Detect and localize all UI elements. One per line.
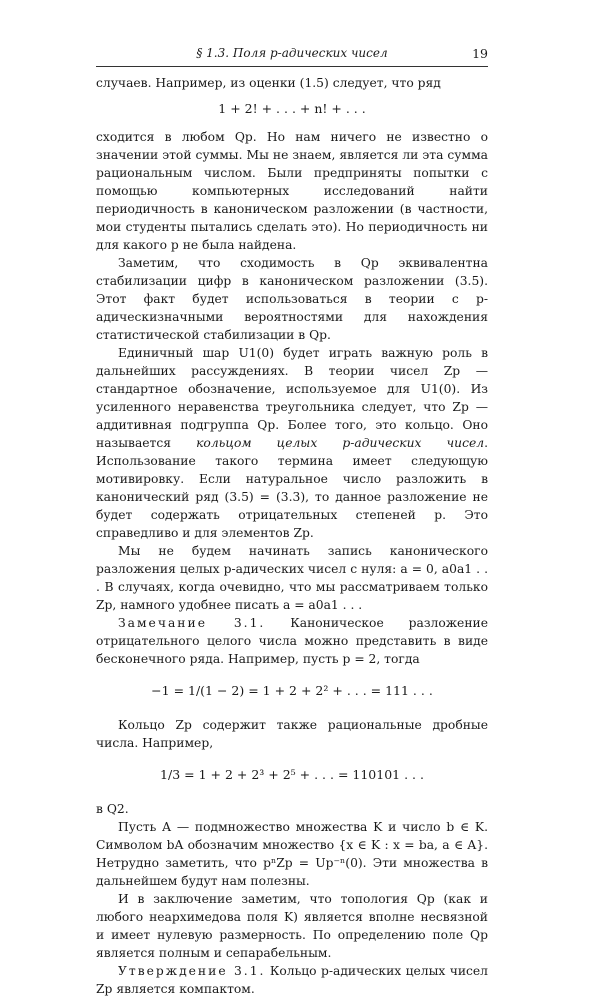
- running-header: [96, 44, 488, 67]
- text-span: Каноническое разложение отрицательного целого числа можно представить в виде бесконечного ряда. Например, пусть p = 2, тогда: [96, 616, 488, 666]
- text-span: Единичный шар U1(0) будет играть важную роль в дальнейших рассуждениях. В теории чисел Zp — стандартное обозначение, используемое для U1(0). Из усиленного неравенства треугольника следует, что Zp — аддитивная подгруппа Qp. Более того, это кольцо. Оно называется: [96, 346, 488, 450]
- page-number: 19: [472, 46, 488, 61]
- paragraph: Мы не будем начинать запись канонического разложения целых p-адических чисел с нуля: a = 0, a0a1 . . . В случаях, когда очевидно, что мы рассматриваем только Zp, намного удобнее писать a = a0a1 . . .: [96, 544, 488, 612]
- formula-one-third: 1/3 = 1 + 2 + 2³ + 2⁵ + . . . = 110101 . . .: [160, 767, 424, 782]
- paragraph: Заметим, что сходимость в Qp эквивалентна стабилизации цифр в каноническом разложении (3.5). Этот факт будет использоваться в теории с p-адическизначными вероятностями для нахождения статистической стабилизации в Qp.: [96, 256, 488, 342]
- text-span: Кольцо p-адических целых чисел Zp является компактом.: [96, 964, 488, 996]
- paragraph: И в заключение заметим, что топология Qp (как и любого неархимедова поля K) является вполне несвязной и имеет нулевую размерность. По определению поле Qp является полным и сепарабельным.: [96, 892, 488, 960]
- formula-factorial-series: 1 + 2! + . . . + n! + . . .: [218, 101, 366, 116]
- paragraph-ring-definition: [96, 344, 488, 542]
- remark-label: Замечание 3.1.: [118, 616, 266, 630]
- formula-minus-one: −1 = 1/(1 − 2) = 1 + 2 + 2² + . . . = 111 . . .: [151, 683, 433, 698]
- paragraph: в Q2.: [96, 802, 129, 816]
- header-title: § 1.3. Поля p-адических чисел: [196, 46, 388, 60]
- statement-label: Утверждение 3.1.: [118, 964, 266, 978]
- text-body: [96, 74, 488, 998]
- text-span: . Использование такого термина имеет следующую мотивировку. Если натуральное число разложить в канонический ряд (3.5) = (3.3), то данное разложение не будет содержать отрицательных степеней p. Это справедливо и для элементов Zp.: [96, 436, 488, 540]
- paragraph: Кольцо Zp содержит также рациональные дробные числа. Например,: [96, 718, 488, 750]
- statement-3-1: [96, 962, 488, 998]
- paragraph: Пусть A — подмножество множества K и число b ∈ K. Символом bA обозначим множество {x ∈ K : x = ba, a ∈ A}. Нетрудно заметить, что pⁿZp = Up⁻ⁿ(0). Эти множества в дальнейшем будут нам полезны.: [96, 820, 488, 888]
- emphasized-term: кольцом целых p-адических чисел: [196, 436, 485, 450]
- paragraph: сходится в любом Qp. Но нам ничего не известно о значении этой суммы. Мы не знаем, является ли эта сумма рациональным числом. Были предприняты попытки с помощью компьютерных исследований найти периодичность в каноническом разложении (в частности, мои студенты пытались сделать это). Но периодичность ни для какого p не была найдена.: [96, 130, 488, 252]
- remark-3-1: [96, 614, 488, 668]
- paragraph: случаев. Например, из оценки (1.5) следует, что ряд: [96, 76, 441, 90]
